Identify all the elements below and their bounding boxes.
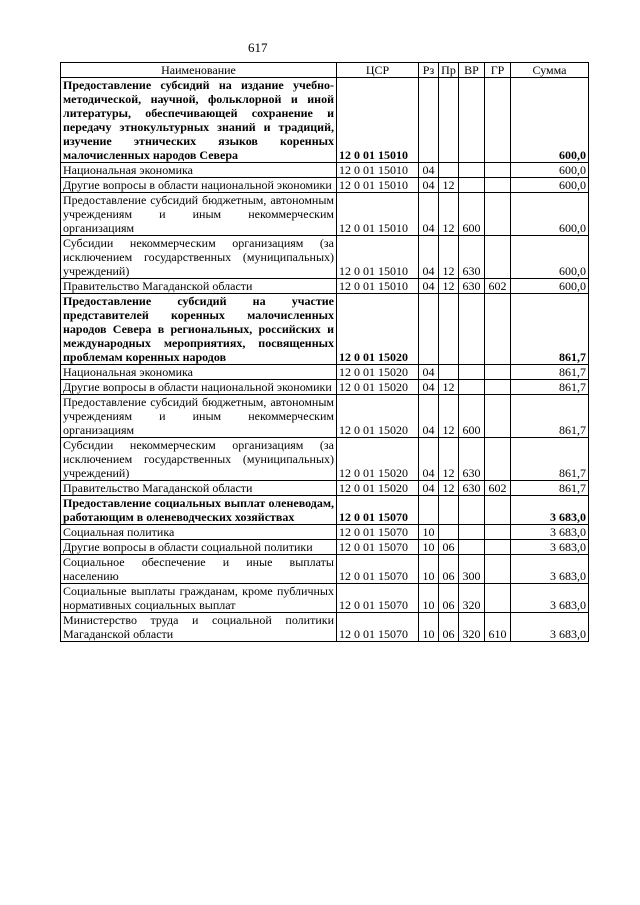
- row-rz: 10: [419, 584, 439, 613]
- row-sum: 861,7: [511, 294, 589, 365]
- row-sum: 861,7: [511, 380, 589, 395]
- row-name: Другие вопросы в области социальной политики: [61, 540, 337, 555]
- table-row: [61, 365, 589, 380]
- row-sum: 3 683,0: [511, 555, 589, 584]
- row-gr: [485, 540, 511, 555]
- row-rz: [419, 78, 439, 163]
- header-gr: ГР: [485, 63, 511, 78]
- row-sum: 600,0: [511, 178, 589, 193]
- row-name: Другие вопросы в области национальной экономики: [61, 178, 337, 193]
- table-row: [61, 481, 589, 496]
- row-pr: 06: [439, 540, 459, 555]
- table-row: [61, 294, 589, 365]
- row-name: Социальное обеспечение и иные выплаты населению: [61, 555, 337, 584]
- table-row: [61, 540, 589, 555]
- row-sum: 600,0: [511, 236, 589, 279]
- row-name: Предоставление субсидий на участие представителей коренных малочисленных народов Севера в региональных, российских и международных мероприятиях, посвященных проблемам коренных народов: [61, 294, 337, 365]
- table-row: [61, 193, 589, 236]
- row-gr: [485, 380, 511, 395]
- row-name: Социальная политика: [61, 525, 337, 540]
- row-name: Национальная экономика: [61, 365, 337, 380]
- row-pr: 12: [439, 178, 459, 193]
- row-csr: 12 0 01 15020: [337, 365, 419, 380]
- table-row: [61, 236, 589, 279]
- table-row: [61, 163, 589, 178]
- table-row: [61, 584, 589, 613]
- row-csr: 12 0 01 15070: [337, 613, 419, 642]
- table-row: [61, 525, 589, 540]
- row-csr: 12 0 01 15010: [337, 178, 419, 193]
- row-csr: 12 0 01 15020: [337, 395, 419, 438]
- table-row: [61, 279, 589, 294]
- row-csr: 12 0 01 15070: [337, 584, 419, 613]
- header-name: Наименование: [61, 63, 337, 78]
- row-rz: 10: [419, 555, 439, 584]
- table-row: [61, 496, 589, 525]
- row-vr: [459, 540, 485, 555]
- row-vr: [459, 163, 485, 178]
- row-sum: 861,7: [511, 395, 589, 438]
- row-gr: [485, 236, 511, 279]
- row-gr: [485, 584, 511, 613]
- row-sum: 3 683,0: [511, 540, 589, 555]
- row-gr: [485, 438, 511, 481]
- row-pr: 12: [439, 279, 459, 294]
- row-name: Субсидии некоммерческим организациям (за исключением государственных (муниципальных) учреждений): [61, 438, 337, 481]
- row-vr: 630: [459, 438, 485, 481]
- row-pr: 06: [439, 584, 459, 613]
- row-name: Предоставление субсидий на издание учебно-методической, научной, фольклорной и иной литературы, обеспечивающей сохранение и передачу этнокультурных знаний и традиций, изучение этнических языков коренных малочисленных народов Севера: [61, 78, 337, 163]
- row-pr: 12: [439, 380, 459, 395]
- budget-table: [60, 62, 589, 642]
- table-header-row: [61, 63, 589, 78]
- row-sum: 3 683,0: [511, 525, 589, 540]
- row-rz: [419, 294, 439, 365]
- header-csr: ЦСР: [337, 63, 419, 78]
- row-gr: [485, 555, 511, 584]
- row-gr: 602: [485, 279, 511, 294]
- row-rz: 04: [419, 395, 439, 438]
- row-vr: 600: [459, 395, 485, 438]
- row-rz: 10: [419, 525, 439, 540]
- row-sum: 600,0: [511, 279, 589, 294]
- row-csr: 12 0 01 15010: [337, 163, 419, 178]
- row-csr: 12 0 01 15070: [337, 496, 419, 525]
- row-gr: [485, 496, 511, 525]
- row-vr: [459, 380, 485, 395]
- row-vr: 320: [459, 584, 485, 613]
- row-pr: [439, 78, 459, 163]
- table-row: [61, 78, 589, 163]
- page-number: 617: [248, 40, 268, 55]
- header-sum: Сумма: [511, 63, 589, 78]
- row-gr: [485, 193, 511, 236]
- row-rz: 04: [419, 279, 439, 294]
- row-name: Министерство труда и социальной политики Магаданской области: [61, 613, 337, 642]
- row-gr: [485, 395, 511, 438]
- row-rz: 04: [419, 481, 439, 496]
- row-gr: [485, 78, 511, 163]
- table-row: [61, 380, 589, 395]
- row-csr: 12 0 01 15020: [337, 438, 419, 481]
- row-sum: 861,7: [511, 438, 589, 481]
- row-name: Субсидии некоммерческим организациям (за исключением государственных (муниципальных) учреждений): [61, 236, 337, 279]
- row-vr: [459, 294, 485, 365]
- row-vr: 300: [459, 555, 485, 584]
- row-pr: 06: [439, 555, 459, 584]
- row-sum: 600,0: [511, 193, 589, 236]
- row-gr: [485, 365, 511, 380]
- row-gr: 610: [485, 613, 511, 642]
- row-pr: 12: [439, 438, 459, 481]
- row-vr: [459, 78, 485, 163]
- row-pr: [439, 365, 459, 380]
- row-gr: [485, 525, 511, 540]
- row-csr: 12 0 01 15010: [337, 279, 419, 294]
- row-name: Предоставление социальных выплат оленеводам, работающим в оленеводческих хозяйствах: [61, 496, 337, 525]
- row-csr: 12 0 01 15020: [337, 380, 419, 395]
- row-rz: 04: [419, 193, 439, 236]
- row-sum: 600,0: [511, 163, 589, 178]
- row-rz: 04: [419, 438, 439, 481]
- row-rz: 04: [419, 380, 439, 395]
- row-pr: 06: [439, 613, 459, 642]
- row-vr: [459, 525, 485, 540]
- row-name: Правительство Магаданской области: [61, 279, 337, 294]
- row-vr: 630: [459, 481, 485, 496]
- row-pr: 12: [439, 236, 459, 279]
- row-csr: 12 0 01 15070: [337, 540, 419, 555]
- row-sum: 600,0: [511, 78, 589, 163]
- row-rz: 04: [419, 365, 439, 380]
- row-pr: [439, 163, 459, 178]
- row-sum: 861,7: [511, 365, 589, 380]
- row-rz: 04: [419, 178, 439, 193]
- table-row: [61, 178, 589, 193]
- row-sum: 861,7: [511, 481, 589, 496]
- table-row: [61, 395, 589, 438]
- row-pr: 12: [439, 481, 459, 496]
- row-vr: [459, 178, 485, 193]
- row-pr: 12: [439, 395, 459, 438]
- header-pr: Пр: [439, 63, 459, 78]
- row-gr: 602: [485, 481, 511, 496]
- row-name: Другие вопросы в области национальной экономики: [61, 380, 337, 395]
- row-csr: 12 0 01 15010: [337, 78, 419, 163]
- row-sum: 3 683,0: [511, 496, 589, 525]
- row-rz: 10: [419, 613, 439, 642]
- table-row: [61, 438, 589, 481]
- table-row: [61, 555, 589, 584]
- row-pr: 12: [439, 193, 459, 236]
- row-name: Национальная экономика: [61, 163, 337, 178]
- row-rz: [419, 496, 439, 525]
- header-rz: Рз: [419, 63, 439, 78]
- row-gr: [485, 294, 511, 365]
- row-pr: [439, 525, 459, 540]
- row-vr: 630: [459, 236, 485, 279]
- row-name: Социальные выплаты гражданам, кроме публичных нормативных социальных выплат: [61, 584, 337, 613]
- row-vr: 630: [459, 279, 485, 294]
- row-name: Предоставление субсидий бюджетным, автономным учреждениям и иным некоммерческим организациям: [61, 193, 337, 236]
- row-gr: [485, 178, 511, 193]
- table-row: [61, 613, 589, 642]
- header-vr: ВР: [459, 63, 485, 78]
- row-vr: 320: [459, 613, 485, 642]
- row-rz: 10: [419, 540, 439, 555]
- row-csr: 12 0 01 15010: [337, 193, 419, 236]
- table-body: [61, 78, 589, 642]
- row-csr: 12 0 01 15020: [337, 294, 419, 365]
- row-name: Предоставление субсидий бюджетным, автономным учреждениям и иным некоммерческим организациям: [61, 395, 337, 438]
- row-sum: 3 683,0: [511, 613, 589, 642]
- row-csr: 12 0 01 15020: [337, 481, 419, 496]
- row-vr: [459, 496, 485, 525]
- row-csr: 12 0 01 15010: [337, 236, 419, 279]
- row-pr: [439, 294, 459, 365]
- row-vr: 600: [459, 193, 485, 236]
- row-rz: 04: [419, 163, 439, 178]
- row-vr: [459, 365, 485, 380]
- row-sum: 3 683,0: [511, 584, 589, 613]
- row-pr: [439, 496, 459, 525]
- row-csr: 12 0 01 15070: [337, 555, 419, 584]
- row-csr: 12 0 01 15070: [337, 525, 419, 540]
- row-gr: [485, 163, 511, 178]
- row-rz: 04: [419, 236, 439, 279]
- row-name: Правительство Магаданской области: [61, 481, 337, 496]
